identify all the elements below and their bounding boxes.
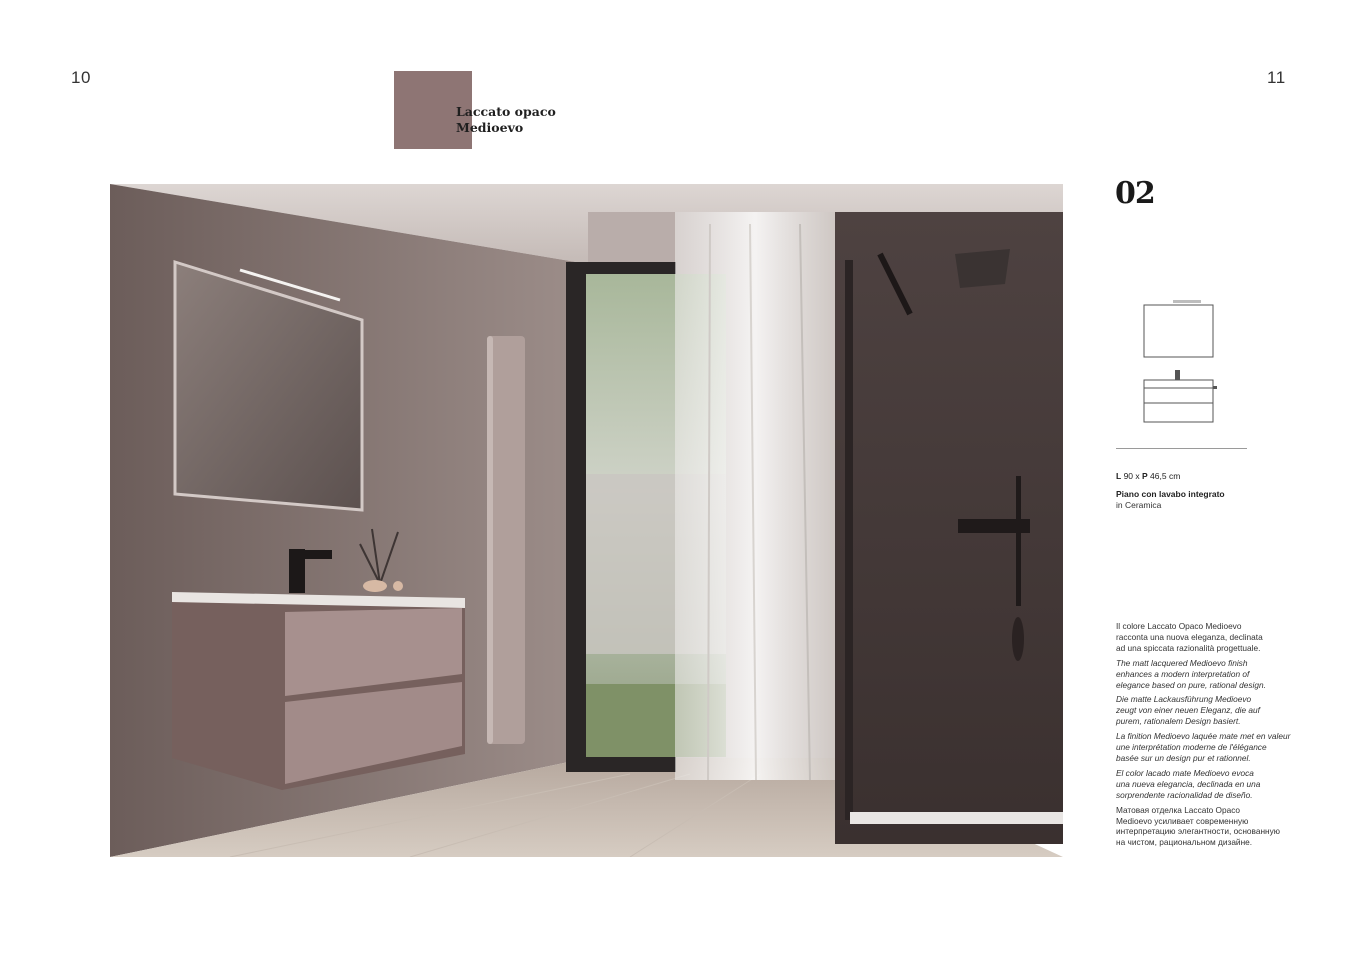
description-es: El color lacado mate Medioevo evoca una nueva elegancia, declinada en una sorprendente racionalidad de diseño. — [1116, 767, 1261, 800]
page-number-right: 11 — [1267, 68, 1286, 87]
dimensions — [1116, 471, 1180, 481]
model-number: 02 — [1115, 176, 1155, 211]
top-material: in Ceramica — [1116, 500, 1162, 510]
finish-title-line2: Medioevo — [456, 120, 524, 135]
description-de: Die matte Lackausführung Medioevo zeugt von einer neuen Eleganz, die auf purem, rationalem Design basiert. — [1116, 694, 1260, 727]
dim-l-label: L — [1116, 471, 1122, 481]
bathroom-photo — [110, 184, 1063, 857]
description-it: Il colore Laccato Opaco Medioevo racconta una nuova eleganza, declinata ad una spiccata razionalità progettuale. — [1116, 621, 1263, 653]
technical-drawing — [1140, 296, 1224, 431]
dim-p-label: P — [1142, 471, 1148, 481]
divider-line — [1116, 448, 1247, 449]
finish-title — [456, 104, 556, 136]
description-en: The matt lacquered Medioevo finish enhances a modern interpretation of elegance based on pure, rational design. — [1116, 657, 1266, 690]
page-number-left: 10 — [71, 68, 91, 87]
description-fr: La finition Medioevo laquée mate met en valeur une interprétation moderne de l'élégance basée sur un design pur et rationnel. — [1116, 731, 1291, 763]
description-ru: Матовая отделка Laccato Opaco Medioevo усиливает современную интерпретацию элегантности, основанную на чистом, рациональном дизайне. — [1116, 804, 1280, 848]
top-title: Piano con lavabo integrato — [1116, 489, 1225, 499]
finish-title-line1: Laccato opaco — [456, 104, 556, 119]
dim-l-value: 90 x — [1121, 471, 1142, 481]
description-block — [1116, 621, 1346, 852]
dim-p-value: 46,5 cm — [1147, 471, 1181, 481]
